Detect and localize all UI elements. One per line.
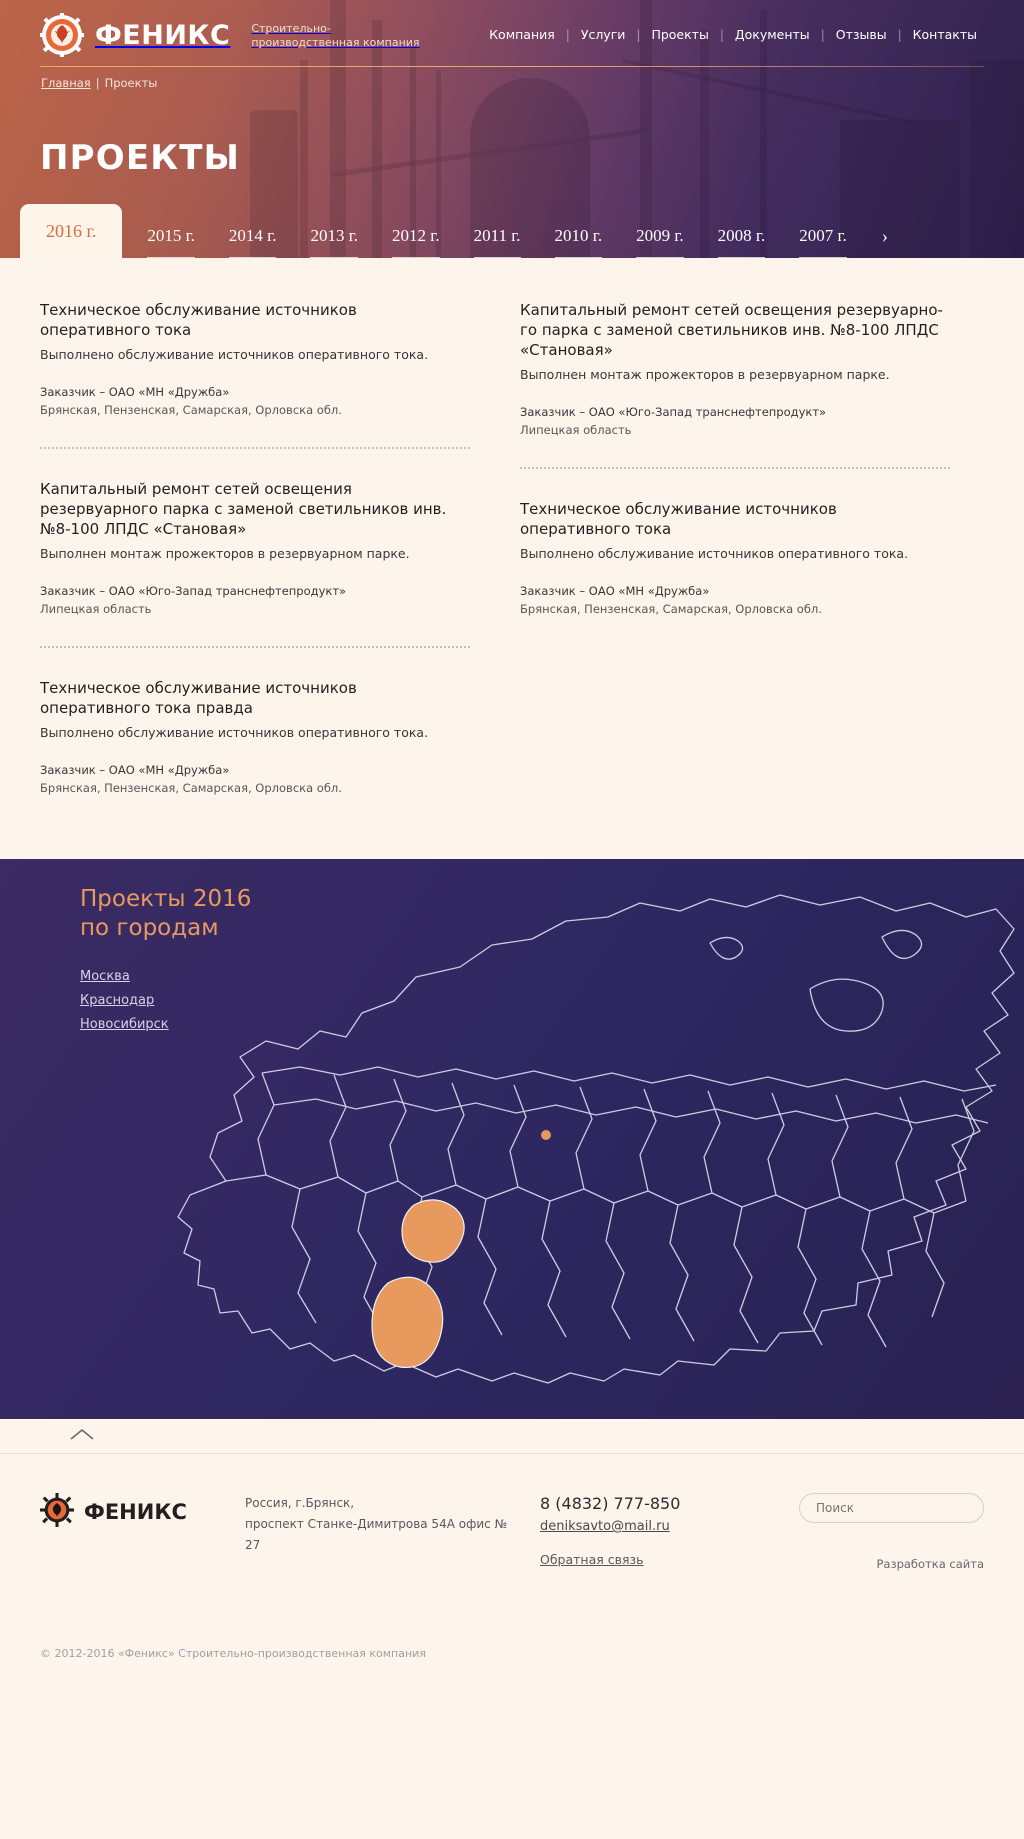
region-highlight-south[interactable] [372,1277,443,1367]
tab-year-2011[interactable]: 2011 г. [474,227,521,258]
tab-year-2013[interactable]: 2013 г. [310,227,358,258]
project-region: Брянская, Пензенская, Самарская, Орловска обл. [40,403,342,417]
breadcrumb [41,76,157,90]
project-customer: Заказчик – ОАО «Юго-Запад транснефтепродукт» [520,405,827,419]
search-input[interactable] [799,1493,984,1523]
breadcrumb-home[interactable]: Главная [41,76,91,90]
nav-separator: | [897,27,902,42]
footer-contacts [540,1493,740,1568]
tab-year-2016[interactable]: 2016 г. [20,204,122,258]
region-highlight-krasnodar[interactable] [402,1200,464,1262]
project-title: Техническое обслуживание источников оперативного тока [40,301,357,339]
city-link-krasnodar[interactable]: Краснодар [80,993,155,1008]
project-description: Выполнено обслуживание источников оперативного тока. [40,725,429,740]
map-outline [178,895,1014,1383]
scroll-to-top-button[interactable] [46,1419,118,1453]
tab-year-2008[interactable]: 2008 г. [718,227,766,258]
project-description: Выполнен монтаж прожекторов в резервуарном парке. [520,367,890,382]
project-region: Липецкая область [520,423,632,437]
map-highlighted-regions [372,1130,551,1367]
project-item [520,499,950,618]
nav-separator: | [820,27,825,42]
phoenix-gear-icon [40,13,84,57]
nav-item-company[interactable]: Компания [489,27,555,42]
project-customer: Заказчик – ОАО «МН «Дружба» [520,584,710,598]
footer-copyright: © 2012-2016 «Феникс» Строительно-производственная компания [40,1647,426,1660]
project-title: Капитальный ремонт сетей освещения резервуарного парка с заменой светильников инв. №8-100 ЛПДС «Становая» [40,480,447,538]
map-title-line1: Проекты 2016 [80,886,252,912]
tab-year-2010[interactable]: 2010 г. [555,227,603,258]
footer-divider [0,1453,1024,1454]
footer-phone[interactable]: 8 (4832) 777-850 [540,1494,681,1513]
tab-year-2007[interactable]: 2007 г. [799,227,847,258]
project-region: Брянская, Пензенская, Самарская, Орловска обл. [520,602,822,616]
tab-year-2015[interactable]: 2015 г. [147,227,195,258]
projects-map-section [0,859,1024,1419]
project-customer: Заказчик – ОАО «МН «Дружба» [40,385,230,399]
footer-logo[interactable] [40,1493,215,1532]
nav-item-services[interactable]: Услуги [580,27,626,42]
footer-right-column [784,1493,984,1573]
nav-separator: | [719,27,724,42]
project-title: Техническое обслуживание источников оперативного тока [520,500,837,538]
project-divider [40,447,470,449]
tabs-next-arrow-icon[interactable]: › [881,226,889,247]
address-line-2: проспект Станке-Димитрова 54А офис № 27 [245,1517,508,1552]
project-title: Техническое обслуживание источников оперативного тока правда [40,679,357,717]
logo-wordmark: ФЕНИКС [95,19,231,51]
hero-header [0,0,1024,258]
footer-feedback-link[interactable]: Обратная связь [540,1552,644,1567]
project-item [40,479,470,618]
address-line-1: Россия, г.Брянск, [245,1496,355,1510]
footer-address [245,1493,510,1556]
breadcrumb-separator: | [95,76,100,90]
nav-separator: | [565,27,570,42]
project-item [520,300,950,439]
project-description: Выполнен монтаж прожекторов в резервуарном парке. [40,546,410,561]
project-region: Липецкая область [40,602,152,616]
projects-column-left [40,300,470,799]
map-marker-moscow[interactable] [541,1130,551,1140]
projects-list [0,258,1024,859]
logo-subtitle: Строительно-производственная компания [251,22,420,49]
footer-developer-link[interactable]: Разработка сайта [876,1557,984,1571]
footer-email-link[interactable]: deniksavto@mail.ru [540,1519,670,1534]
city-link-moscow[interactable]: Москва [80,969,130,984]
tab-year-2009[interactable]: 2009 г. [636,227,684,258]
breadcrumb-current: Проекты [104,76,158,90]
project-description: Выполнено обслуживание источников оперативного тока. [520,546,909,561]
main-navigation[interactable] [478,27,988,42]
nav-item-contacts[interactable]: Контакты [912,27,977,42]
project-description: Выполнено обслуживание источников оперативного тока. [40,347,429,362]
site-logo[interactable] [40,13,431,57]
project-title: Капитальный ремонт сетей освещения резервуарно-го парка с заменой светильников инв. №8-100 ЛПДС «Становая» [520,301,943,359]
project-region: Брянская, Пензенская, Самарская, Орловска обл. [40,781,342,795]
year-tabs[interactable] [20,198,1024,258]
nav-item-documents[interactable]: Документы [734,27,810,42]
tab-year-2014[interactable]: 2014 г. [229,227,277,258]
project-customer: Заказчик – ОАО «Юго-Запад транснефтепродукт» [40,584,347,598]
footer-logo-wordmark: ФЕНИКС [84,1500,187,1524]
project-divider [40,646,470,648]
project-divider [520,467,950,469]
tab-year-2012[interactable]: 2012 г. [392,227,440,258]
project-item [40,300,470,419]
nav-separator: | [636,27,641,42]
projects-column-right [520,300,950,799]
phoenix-gear-icon [40,1493,74,1532]
map-city-list[interactable] [80,969,169,1032]
map-title-line2: по городам [80,915,219,941]
nav-item-projects[interactable]: Проекты [651,27,709,42]
project-customer: Заказчик – ОАО «МН «Дружба» [40,763,230,777]
russia-map[interactable] [170,881,1020,1401]
city-link-novosibirsk[interactable]: Новосибирск [80,1017,169,1032]
page-title: ПРОЕКТЫ [40,137,241,178]
header-divider [40,66,984,67]
chevron-up-icon [69,1427,95,1441]
project-item [40,678,470,797]
nav-item-reviews[interactable]: Отзывы [835,27,887,42]
site-footer [0,1419,1024,1839]
